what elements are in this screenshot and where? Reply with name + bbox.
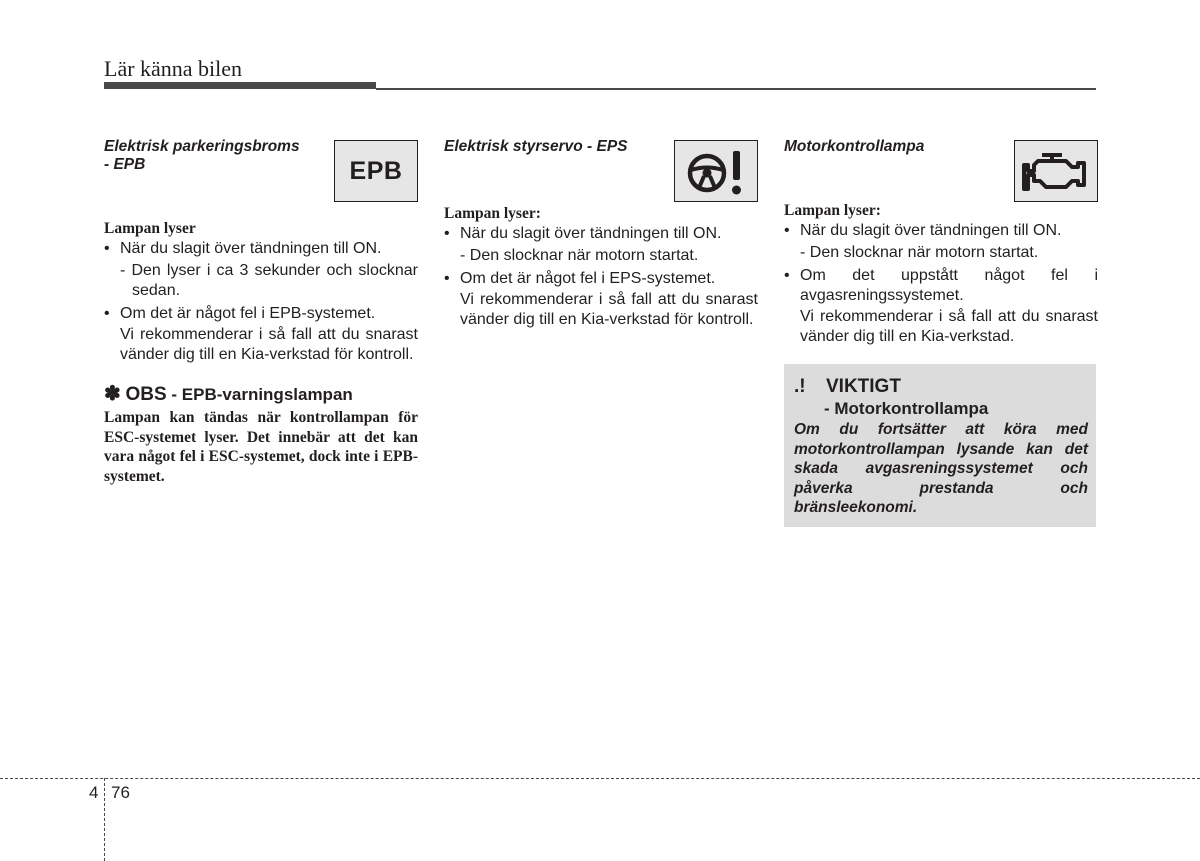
page-header-title: Lär känna bilen [104, 56, 243, 81]
engine-check-icon [1014, 140, 1098, 202]
warning-body: Om du fortsätter att köra med motorkontrollampan lysande kan det skada avgasreningssystemet och påverka prestanda och bränsleekonomi. [794, 421, 1088, 516]
lamp-heading: Lampan lyser: [784, 202, 881, 219]
paragraph: Vi rekommenderar i så fall att du snarast vänder dig till en Kia-verkstad. [800, 308, 1098, 345]
section-title-eps: Elektrisk styrservo - EPS [444, 138, 628, 155]
header-rule-thick [104, 82, 376, 89]
lamp-heading: Lampan lyser: [444, 205, 541, 222]
sub-item: - Den lyser i ca 3 sekunder och slocknar sedan. [120, 262, 418, 299]
section-title-epb: Elektrisk parkeringsbroms - EPB [104, 138, 300, 173]
footer-divider [104, 778, 105, 861]
sub-item: - Den slocknar när motorn startat. [800, 244, 1039, 261]
list-item: • Om det uppstått något fel i avgasreningssystemet. [784, 267, 1098, 304]
sub-item: - Den slocknar när motorn startat. [460, 247, 699, 264]
paragraph: Vi rekommenderar i så fall att du snarast vänder dig till en Kia-verkstad för kontroll. [460, 291, 758, 328]
asterisk-icon: ✽ [104, 383, 121, 405]
section-title-engine-check: Motorkontrollampa [784, 138, 925, 155]
list-item: • När du slagit över tändningen till ON. [444, 225, 722, 242]
list-item: • Om det är något fel i EPB-systemet. [104, 305, 376, 322]
list-item: • Om det är något fel i EPS-systemet. [444, 270, 716, 287]
warning-subheading: - Motorkontrollampa [824, 399, 989, 418]
list-item: • När du slagit över tändningen till ON. [104, 240, 382, 257]
obs-body: Lampan kan tändas när kontrollampan för ESC-systemet lyser. Det innebär att det kan vara något fel i ESC-systemet, dock inte i EPB-systemet. [104, 409, 418, 485]
warning-heading: VIKTIGT [826, 376, 901, 397]
obs-heading: ✽ OBS - EPB-varningslampan [104, 383, 353, 405]
epb-indicator-icon: EPB [334, 140, 418, 202]
paragraph: Vi rekommenderar i så fall att du snarast vänder dig till en Kia-verkstad för kontroll. [120, 326, 418, 363]
list-item: • När du slagit över tändningen till ON. [784, 222, 1062, 239]
header-rule-thin [376, 88, 1096, 90]
warning-box [784, 364, 1096, 527]
page-number: 76 [111, 783, 130, 802]
footer-rule [0, 778, 1200, 779]
lamp-heading: Lampan lyser [104, 220, 196, 237]
warning-icon: .! [794, 376, 806, 397]
chapter-number: 4 [89, 783, 99, 802]
steering-wheel-warning-icon [674, 140, 758, 202]
